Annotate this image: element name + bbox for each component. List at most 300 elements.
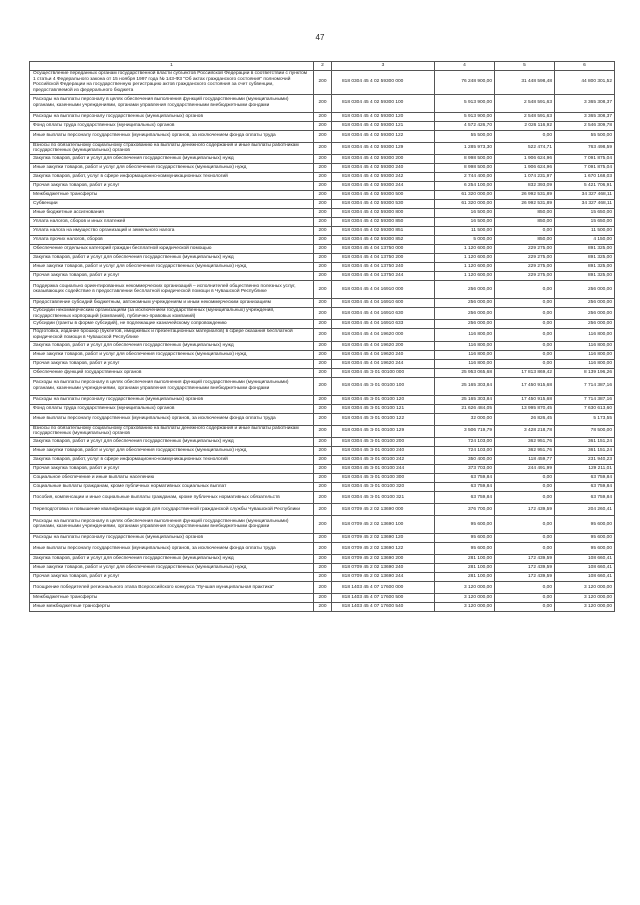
table-row (30, 413, 615, 425)
row-remaining-cell: 3 365 308,37 (555, 94, 615, 112)
row-approved-cell: 1 285 973,30 (435, 142, 495, 154)
table-row (30, 320, 615, 329)
row-name-cell: Обеспечение отдельных категорий граждан бесплатной юридической помощью (30, 244, 314, 253)
row-executed-cell: 13 995 870,45 (495, 404, 555, 413)
row-name-cell: Закупка товаров, работ и услуг для обеспечения государственных (муниципальных) нужд (30, 154, 314, 163)
row-remaining-cell: 3 120 000,00 (555, 581, 615, 593)
row-name-cell: Фонд оплаты труда государственных (муниципальных) органов (30, 121, 314, 130)
row-approved-cell: 55 500,00 (435, 130, 495, 142)
table-row (30, 199, 615, 208)
row-line-code-cell: 200 (314, 190, 332, 199)
header-cell: 3 (332, 62, 435, 71)
row-name-cell: Прочая закупка товаров, работ и услуг (30, 359, 314, 368)
row-name-cell: Расходы на выплаты персоналу государственных (муниципальных) органов (30, 395, 314, 404)
row-budget-code-cell: 818 0709 45 2 02 13690 200 (332, 554, 435, 563)
row-name-cell: Обеспечение функций государственных органов (30, 368, 314, 377)
row-budget-code-cell: 818 0304 45 4 02 59300 851 (332, 226, 435, 235)
table-row (30, 359, 615, 368)
row-line-code-cell: 200 (314, 395, 332, 404)
row-line-code-cell: 200 (314, 94, 332, 112)
row-remaining-cell: 231 940,23 (555, 455, 615, 464)
header-cell: 2 (314, 62, 332, 71)
row-approved-cell: 16 500,00 (435, 208, 495, 217)
row-approved-cell: 61 320 000,00 (435, 199, 495, 208)
row-budget-code-cell: 818 0304 45 4 02 59300 500 (332, 190, 435, 199)
row-name-cell: Межбюджетные трансферты (30, 593, 314, 602)
row-line-code-cell: 200 (314, 437, 332, 446)
row-executed-cell: 3 428 218,78 (495, 425, 555, 437)
row-approved-cell: 3 120 000,00 (435, 581, 495, 593)
row-executed-cell: 850,00 (495, 217, 555, 226)
row-remaining-cell: 34 327 468,11 (555, 199, 615, 208)
row-remaining-cell: 116 800,00 (555, 359, 615, 368)
row-line-code-cell: 200 (314, 71, 332, 95)
row-remaining-cell: 108 660,41 (555, 572, 615, 581)
row-budget-code-cell: 818 0304 45 4 02 59300 129 (332, 142, 435, 154)
row-line-code-cell: 200 (314, 563, 332, 572)
table-row (30, 368, 615, 377)
table-row (30, 235, 615, 244)
table-row (30, 455, 615, 464)
row-line-code-cell: 200 (314, 329, 332, 341)
row-remaining-cell: 108 660,41 (555, 563, 615, 572)
row-remaining-cell: 95 600,00 (555, 515, 615, 533)
row-remaining-cell: 95 600,00 (555, 533, 615, 542)
row-budget-code-cell: 818 0304 45 4 04 16910 000 (332, 280, 435, 298)
table-row (30, 473, 615, 482)
row-approved-cell: 76 248 900,00 (435, 71, 495, 95)
row-executed-cell: 17 450 915,68 (495, 395, 555, 404)
table-row (30, 130, 615, 142)
row-approved-cell: 116 800,00 (435, 350, 495, 359)
row-budget-code-cell: 818 0304 45 Э 01 00100 100 (332, 377, 435, 395)
row-name-cell: Прочая закупка товаров, работ и услуг (30, 464, 314, 473)
row-approved-cell: 95 600,00 (435, 515, 495, 533)
row-budget-code-cell: 818 0304 45 4 02 59300 200 (332, 154, 435, 163)
table-row (30, 404, 615, 413)
row-remaining-cell: 63 759,84 (555, 482, 615, 491)
row-name-cell: Расходы на выплаты персоналу в целях обеспечения выполнения функций государственными (муниципальными) органами, казенными учреждениями, органами управления государственными внебюджетными фондами (30, 377, 314, 395)
table-row (30, 542, 615, 554)
row-line-code-cell: 200 (314, 368, 332, 377)
row-line-code-cell: 200 (314, 280, 332, 298)
row-executed-cell: 0,00 (495, 320, 555, 329)
row-executed-cell: 26 992 531,89 (495, 190, 555, 199)
table-row (30, 482, 615, 491)
row-approved-cell: 8 998 500,00 (435, 154, 495, 163)
row-executed-cell: 229 275,00 (495, 262, 555, 271)
row-name-cell: Переподготовка и повышение квалификации кадров для государственной гражданской службы Чувашской Республики (30, 503, 314, 515)
row-remaining-cell: 361 151,24 (555, 437, 615, 446)
row-approved-cell: 25 165 303,84 (435, 395, 495, 404)
row-executed-cell: 17 450 915,68 (495, 377, 555, 395)
row-budget-code-cell: 818 0304 45 4 04 16910 600 (332, 298, 435, 307)
row-remaining-cell: 204 260,41 (555, 503, 615, 515)
row-name-cell: Закупка товаров, работ и услуг для обеспечения государственных (муниципальных) нужд (30, 437, 314, 446)
row-remaining-cell: 3 120 000,00 (555, 602, 615, 611)
row-line-code-cell: 200 (314, 350, 332, 359)
row-budget-code-cell: 818 0709 45 2 02 13690 100 (332, 515, 435, 533)
row-name-cell: Закупка товаров, работ и услуг для обеспечения государственных (муниципальных) нужд (30, 253, 314, 262)
row-executed-cell: 2 548 591,63 (495, 112, 555, 121)
row-remaining-cell: 63 759,84 (555, 491, 615, 503)
row-approved-cell: 281 100,00 (435, 572, 495, 581)
row-line-code-cell: 200 (314, 307, 332, 319)
row-line-code-cell: 200 (314, 253, 332, 262)
table-row (30, 350, 615, 359)
row-line-code-cell: 200 (314, 473, 332, 482)
table-row (30, 572, 615, 581)
row-remaining-cell: 78 500,00 (555, 425, 615, 437)
row-executed-cell: 2 548 591,63 (495, 94, 555, 112)
row-remaining-cell: 11 500,00 (555, 226, 615, 235)
row-name-cell: Прочая закупка товаров, работ и услуг (30, 572, 314, 581)
row-executed-cell: 229 275,00 (495, 253, 555, 262)
row-budget-code-cell: 818 0304 45 4 04 16910 630 (332, 307, 435, 319)
row-approved-cell: 95 600,00 (435, 533, 495, 542)
table-row (30, 446, 615, 455)
row-name-cell: Закупка товаров, работ и услуг для обеспечения государственных (муниципальных) нужд (30, 554, 314, 563)
row-line-code-cell: 200 (314, 341, 332, 350)
row-executed-cell: 0,00 (495, 280, 555, 298)
table-row (30, 329, 615, 341)
row-line-code-cell: 200 (314, 208, 332, 217)
row-remaining-cell: 7 091 875,04 (555, 163, 615, 172)
row-line-code-cell: 200 (314, 121, 332, 130)
row-name-cell: Иные закупки товаров, работ и услуг для обеспечения государственных (муниципальных) нужд (30, 350, 314, 359)
row-approved-cell: 63 759,84 (435, 491, 495, 503)
row-executed-cell: 0,00 (495, 329, 555, 341)
table-row (30, 563, 615, 572)
row-executed-cell: 362 951,76 (495, 437, 555, 446)
row-executed-cell: 0,00 (495, 130, 555, 142)
row-budget-code-cell: 818 0304 45 Э 01 00100 122 (332, 413, 435, 425)
table-row (30, 217, 615, 226)
row-remaining-cell: 15 650,00 (555, 217, 615, 226)
row-approved-cell: 5 913 900,00 (435, 94, 495, 112)
row-line-code-cell: 200 (314, 413, 332, 425)
row-name-cell: Иные бюджетные ассигнования (30, 208, 314, 217)
row-line-code-cell: 200 (314, 425, 332, 437)
row-line-code-cell: 200 (314, 163, 332, 172)
row-budget-code-cell: 818 0304 45 Э 01 00100 120 (332, 395, 435, 404)
row-name-cell: Иные выплаты персоналу государственных (муниципальных) органов, за исключением фонда оплаты труда (30, 542, 314, 554)
row-remaining-cell: 7 714 387,16 (555, 395, 615, 404)
row-approved-cell: 376 700,00 (435, 503, 495, 515)
row-executed-cell: 31 448 598,48 (495, 71, 555, 95)
table-row (30, 425, 615, 437)
row-line-code-cell: 200 (314, 130, 332, 142)
row-budget-code-cell: 818 0304 45 Э 01 00100 000 (332, 368, 435, 377)
row-executed-cell: 0,00 (495, 350, 555, 359)
row-approved-cell: 16 500,00 (435, 217, 495, 226)
table-row (30, 464, 615, 473)
row-name-cell: Расходы на выплаты персоналу в целях обеспечения выполнения функций государственными (муниципальными) органами, казенными учреждениями, органами управления государственными внебюджетными фондами (30, 515, 314, 533)
row-approved-cell: 11 500,00 (435, 226, 495, 235)
row-approved-cell: 3 506 719,79 (435, 425, 495, 437)
row-approved-cell: 373 703,00 (435, 464, 495, 473)
row-line-code-cell: 200 (314, 320, 332, 329)
table-row (30, 377, 615, 395)
row-executed-cell: 172 439,59 (495, 554, 555, 563)
row-name-cell: Уплата налогов, сборов и иных платежей (30, 217, 314, 226)
row-remaining-cell: 116 800,00 (555, 329, 615, 341)
row-remaining-cell: 891 325,00 (555, 253, 615, 262)
row-executed-cell: 1 906 624,96 (495, 163, 555, 172)
row-remaining-cell: 3 120 000,00 (555, 593, 615, 602)
row-name-cell: Поощрение победителей регионального этапа Всероссийского конкурса "Лучшая муниципальная практика" (30, 581, 314, 593)
row-budget-code-cell: 818 0709 45 2 02 13690 244 (332, 572, 435, 581)
row-approved-cell: 281 100,00 (435, 554, 495, 563)
row-executed-cell: 0,00 (495, 482, 555, 491)
row-line-code-cell: 200 (314, 554, 332, 563)
row-name-cell: Поддержка социально ориентированных некоммерческих организаций – исполнителей общественно полезных услуг, оказывающих содействие в предоставлении бесплатной юридической помощи в Чувашской Республике (30, 280, 314, 298)
row-approved-cell: 61 320 000,00 (435, 190, 495, 199)
row-line-code-cell: 200 (314, 446, 332, 455)
row-budget-code-cell: 818 1403 45 4 07 17600 540 (332, 602, 435, 611)
table-row (30, 172, 615, 181)
row-remaining-cell: 108 660,41 (555, 554, 615, 563)
row-name-cell: Иные межбюджетные трансферты (30, 602, 314, 611)
row-approved-cell: 63 759,84 (435, 482, 495, 491)
row-budget-code-cell: 818 0304 45 Э 01 00100 300 (332, 473, 435, 482)
row-line-code-cell: 200 (314, 298, 332, 307)
header-cell: 1 (30, 62, 314, 71)
row-name-cell: Иные выплаты персоналу государственных (муниципальных) органов, за исключением фонда оплаты труда (30, 413, 314, 425)
row-line-code-cell: 200 (314, 199, 332, 208)
row-approved-cell: 6 254 100,00 (435, 181, 495, 190)
row-budget-code-cell: 818 0304 45 Э 01 00100 121 (332, 404, 435, 413)
row-remaining-cell: 34 327 468,11 (555, 190, 615, 199)
row-line-code-cell: 200 (314, 455, 332, 464)
row-budget-code-cell: 818 0709 45 2 02 13690 240 (332, 563, 435, 572)
row-name-cell: Фонд оплаты труда государственных (муниципальных) органов (30, 404, 314, 413)
row-executed-cell: 0,00 (495, 593, 555, 602)
row-approved-cell: 8 998 500,00 (435, 163, 495, 172)
row-budget-code-cell: 818 0304 45 4 04 13750 240 (332, 262, 435, 271)
row-line-code-cell: 200 (314, 581, 332, 593)
row-budget-code-cell: 818 0304 45 4 04 19620 240 (332, 350, 435, 359)
table-row (30, 280, 615, 298)
row-remaining-cell: 8 139 196,26 (555, 368, 615, 377)
row-name-cell: Взносы по обязательному социальному страхованию на выплаты денежного содержания и иные выплаты работникам государственных (муниципальных) органов (30, 142, 314, 154)
row-executed-cell: 26 826,45 (495, 413, 555, 425)
row-approved-cell: 116 800,00 (435, 341, 495, 350)
row-name-cell: Субсидии некоммерческим организациям (за исключением государственных (муниципальных) учреждений, государственных корпораций (компаний), публично-правовых компаний) (30, 307, 314, 319)
row-budget-code-cell: 818 0709 45 2 02 13690 000 (332, 503, 435, 515)
row-line-code-cell: 200 (314, 181, 332, 190)
table-row (30, 208, 615, 217)
row-approved-cell: 5 913 900,00 (435, 112, 495, 121)
row-line-code-cell: 200 (314, 491, 332, 503)
row-remaining-cell: 63 759,84 (555, 473, 615, 482)
row-line-code-cell: 200 (314, 262, 332, 271)
row-executed-cell: 2 026 116,92 (495, 121, 555, 130)
row-executed-cell: 172 439,59 (495, 572, 555, 581)
row-executed-cell: 26 992 531,89 (495, 199, 555, 208)
row-remaining-cell: 2 546 309,78 (555, 121, 615, 130)
table-row (30, 163, 615, 172)
row-line-code-cell: 200 (314, 271, 332, 280)
row-line-code-cell: 200 (314, 154, 332, 163)
row-remaining-cell: 15 650,00 (555, 208, 615, 217)
row-budget-code-cell: 818 0304 45 4 02 59300 000 (332, 71, 435, 95)
row-remaining-cell: 116 800,00 (555, 350, 615, 359)
table-row (30, 262, 615, 271)
table-row (30, 581, 615, 593)
table-row (30, 121, 615, 130)
row-budget-code-cell: 818 0304 45 4 04 13750 200 (332, 253, 435, 262)
row-line-code-cell: 200 (314, 404, 332, 413)
table-row (30, 341, 615, 350)
row-name-cell: Прочая закупка товаров, работ и услуг (30, 271, 314, 280)
row-name-cell: Социальные выплаты гражданам, кроме публичных нормативных социальных выплат (30, 482, 314, 491)
row-approved-cell: 32 000,00 (435, 413, 495, 425)
row-remaining-cell: 5 421 706,91 (555, 181, 615, 190)
row-budget-code-cell: 818 0304 45 Э 01 00100 244 (332, 464, 435, 473)
row-line-code-cell: 200 (314, 359, 332, 368)
row-line-code-cell: 200 (314, 112, 332, 121)
row-executed-cell: 0,00 (495, 298, 555, 307)
row-budget-code-cell: 818 0304 45 Э 01 00100 321 (332, 491, 435, 503)
table-row (30, 181, 615, 190)
table-row (30, 253, 615, 262)
row-name-cell: Закупка товаров, работ, услуг в сфере информационно-коммуникационных технологий (30, 172, 314, 181)
row-approved-cell: 25 165 303,84 (435, 377, 495, 395)
table-row (30, 244, 615, 253)
table-row (30, 298, 615, 307)
row-budget-code-cell: 818 0304 45 Э 01 00100 240 (332, 446, 435, 455)
row-name-cell: Расходы на выплаты персоналу государственных (муниципальных) органов (30, 112, 314, 121)
row-executed-cell: 832 393,09 (495, 181, 555, 190)
row-name-cell: Уплата налога на имущество организаций и земельного налога (30, 226, 314, 235)
row-name-cell: Осуществление переданных органам государственной власти субъектов Российской Федерации в соответствии с пунктом 1 статьи 4 Федерального закона от 15 ноября 1997 года № 143-ФЗ "Об актах гражданского состояния" полномочий Российской Федерации на государственную регистрацию актов гражданского состояния за счет субвенции, предоставляемой из федерального бюджета (30, 71, 314, 95)
row-executed-cell: 0,00 (495, 341, 555, 350)
row-approved-cell: 724 103,00 (435, 437, 495, 446)
row-executed-cell: 229 275,00 (495, 244, 555, 253)
row-name-cell: Закупка товаров, работ, услуг в сфере информационно-коммуникационных технологий (30, 455, 314, 464)
row-budget-code-cell: 818 0304 45 4 02 59300 852 (332, 235, 435, 244)
row-approved-cell: 256 000,00 (435, 280, 495, 298)
row-line-code-cell: 200 (314, 235, 332, 244)
row-budget-code-cell: 818 0304 45 4 04 19620 200 (332, 341, 435, 350)
row-line-code-cell: 200 (314, 172, 332, 181)
row-executed-cell: 172 439,59 (495, 503, 555, 515)
row-executed-cell: 0,00 (495, 226, 555, 235)
row-remaining-cell: 44 800 301,52 (555, 71, 615, 95)
row-line-code-cell: 200 (314, 142, 332, 154)
row-line-code-cell: 200 (314, 602, 332, 611)
row-approved-cell: 3 120 000,00 (435, 602, 495, 611)
row-budget-code-cell: 818 0304 45 4 02 59300 122 (332, 130, 435, 142)
row-executed-cell: 850,00 (495, 235, 555, 244)
row-budget-code-cell: 818 0304 45 4 04 19620 000 (332, 329, 435, 341)
header-cell: 5 (495, 62, 555, 71)
table-row (30, 154, 615, 163)
row-approved-cell: 1 120 600,00 (435, 271, 495, 280)
row-budget-code-cell: 818 0304 45 4 04 19620 244 (332, 359, 435, 368)
row-name-cell: Иные закупки товаров, работ и услуг для обеспечения государственных (муниципальных) нужд (30, 262, 314, 271)
table-row (30, 190, 615, 199)
row-remaining-cell: 891 325,00 (555, 271, 615, 280)
table-row (30, 307, 615, 319)
row-approved-cell: 116 800,00 (435, 329, 495, 341)
row-budget-code-cell: 818 0304 45 4 04 16910 633 (332, 320, 435, 329)
row-line-code-cell: 200 (314, 542, 332, 554)
row-name-cell: Закупка товаров, работ и услуг для обеспечения государственных (муниципальных) нужд (30, 341, 314, 350)
table-row (30, 533, 615, 542)
row-executed-cell: 0,00 (495, 491, 555, 503)
row-executed-cell: 0,00 (495, 307, 555, 319)
row-executed-cell: 0,00 (495, 533, 555, 542)
row-line-code-cell: 200 (314, 572, 332, 581)
row-executed-cell: 1 074 231,97 (495, 172, 555, 181)
row-approved-cell: 95 600,00 (435, 542, 495, 554)
row-executed-cell: 17 813 869,42 (495, 368, 555, 377)
row-executed-cell: 244 491,99 (495, 464, 555, 473)
row-budget-code-cell: 818 0709 45 2 02 13690 122 (332, 542, 435, 554)
row-name-cell: Иные закупки товаров, работ и услуг для обеспечения государственных (муниципальных) нужд (30, 163, 314, 172)
row-approved-cell: 25 953 065,68 (435, 368, 495, 377)
row-line-code-cell: 200 (314, 377, 332, 395)
row-remaining-cell: 763 498,59 (555, 142, 615, 154)
row-remaining-cell: 7 630 613,60 (555, 404, 615, 413)
page-number: 47 (315, 33, 325, 42)
row-remaining-cell: 891 325,00 (555, 262, 615, 271)
row-remaining-cell: 7 091 875,04 (555, 154, 615, 163)
row-approved-cell: 116 800,00 (435, 359, 495, 368)
row-executed-cell: 850,00 (495, 208, 555, 217)
row-line-code-cell: 200 (314, 533, 332, 542)
row-name-cell: Пособия, компенсации и иные социальные выплаты гражданам, кроме публичных нормативных обязательств (30, 491, 314, 503)
row-approved-cell: 2 744 400,00 (435, 172, 495, 181)
row-executed-cell: 0,00 (495, 359, 555, 368)
row-name-cell: Расходы на выплаты персоналу государственных (муниципальных) органов (30, 533, 314, 542)
table-body (30, 71, 615, 612)
row-budget-code-cell: 818 0304 45 4 02 59300 800 (332, 208, 435, 217)
row-line-code-cell: 200 (314, 503, 332, 515)
row-approved-cell: 350 400,00 (435, 455, 495, 464)
table-row (30, 491, 615, 503)
row-budget-code-cell: 818 0304 45 4 04 13750 000 (332, 244, 435, 253)
row-executed-cell: 522 474,71 (495, 142, 555, 154)
row-approved-cell: 256 000,00 (435, 298, 495, 307)
row-remaining-cell: 129 211,01 (555, 464, 615, 473)
row-remaining-cell: 361 151,24 (555, 446, 615, 455)
table-header-row (30, 62, 615, 71)
budget-execution-table (29, 61, 615, 612)
row-name-cell: Предоставление субсидий бюджетным, автономным учреждениям и иным некоммерческим организациям (30, 298, 314, 307)
row-remaining-cell: 256 000,00 (555, 320, 615, 329)
row-executed-cell: 362 951,76 (495, 446, 555, 455)
row-budget-code-cell: 818 0304 45 Э 01 00100 129 (332, 425, 435, 437)
row-approved-cell: 63 759,84 (435, 473, 495, 482)
row-approved-cell: 1 120 600,00 (435, 253, 495, 262)
row-executed-cell: 0,00 (495, 473, 555, 482)
row-name-cell: Социальное обеспечение и иные выплаты населению (30, 473, 314, 482)
row-budget-code-cell: 818 0304 45 Э 01 00100 320 (332, 482, 435, 491)
row-name-cell: Уплата прочих налогов, сборов (30, 235, 314, 244)
row-approved-cell: 21 626 484,05 (435, 404, 495, 413)
row-line-code-cell: 200 (314, 464, 332, 473)
row-budget-code-cell: 818 0304 45 Э 01 00100 242 (332, 455, 435, 464)
row-name-cell: Иные закупки товаров, работ и услуг для обеспечения государственных (муниципальных) нужд (30, 446, 314, 455)
table-row (30, 437, 615, 446)
table-row (30, 554, 615, 563)
row-executed-cell: 0,00 (495, 581, 555, 593)
table-row (30, 142, 615, 154)
row-line-code-cell: 200 (314, 217, 332, 226)
